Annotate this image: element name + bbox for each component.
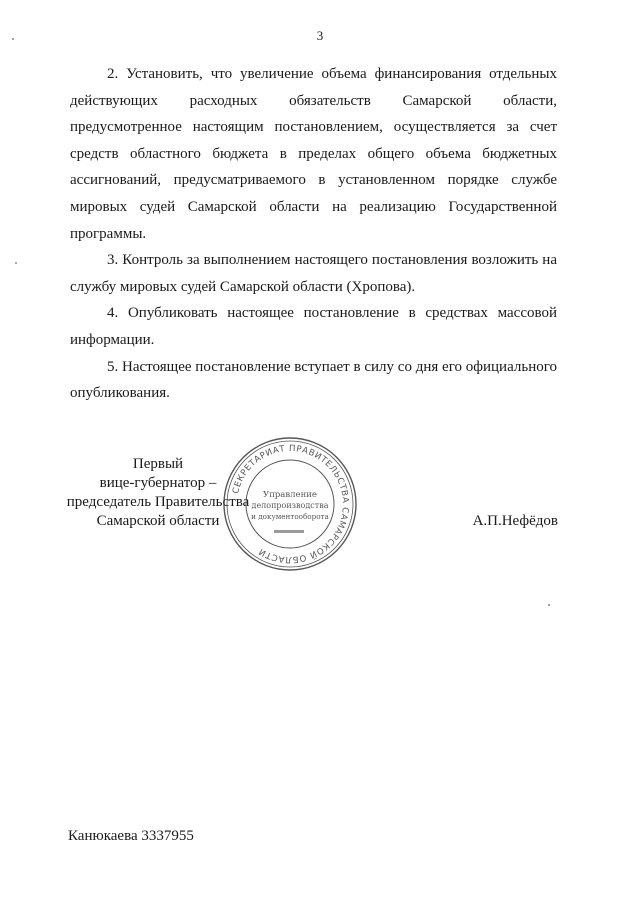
paragraph-4: 4. Опубликовать настоящее постановление в средствах массовой информации. — [70, 305, 557, 348]
executor-contact: Канюкаева 3337955 — [68, 828, 194, 844]
signature-title-line: Первый — [132, 456, 184, 472]
stamp-inner-line: и документооборота — [251, 512, 329, 521]
stamp-seal-icon — [222, 436, 358, 572]
scan-speck — [15, 262, 17, 264]
signatory-name: А.П.Нефёдов — [472, 513, 558, 529]
stamp-inner-line: Управление — [263, 490, 317, 500]
paragraph-2: 2. Установить, что увеличение объема финансирования отдельных действующих расходных обязательств Самарской области, предусмотренное настоящим постановлением, осуществляется за счет средств областного бюджета в пределах общего объема бюджетных ассигнований, предусматриваемого в установленном порядке службе мировых судей Самарской области на реализацию Государственной программы. — [70, 66, 557, 242]
page-number: 3 — [316, 28, 324, 43]
signature-title-line: председатель Правительства — [66, 494, 250, 510]
paragraph-3: 3. Контроль за выполнением настоящего постановления возложить на службу мировых судей Самарской области (Хропова). — [70, 252, 557, 295]
stamp-inner-line: делопроизводства — [251, 501, 329, 510]
signature-title-line: Самарской области — [96, 513, 220, 529]
paragraph-5: 5. Настоящее постановление вступает в силу со дня его официального опубликования. — [70, 358, 557, 402]
scan-speck — [12, 38, 14, 40]
signature-title-line: вице-губернатор – — [99, 475, 217, 491]
stamp-outer-text: СЕКРЕТАРИАТ ПРАВИТЕЛЬСТВА САМАРСКОЙ ОБЛАСТИ — [231, 443, 351, 565]
scan-speck — [548, 604, 550, 606]
document-body — [70, 61, 557, 407]
official-stamp — [222, 436, 358, 572]
